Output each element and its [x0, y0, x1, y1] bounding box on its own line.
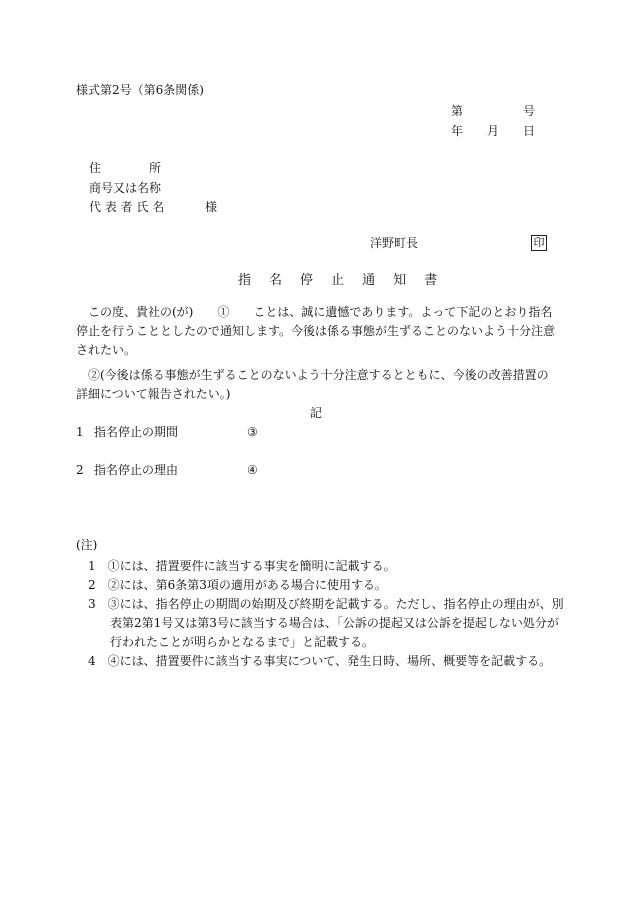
document-title: [238, 272, 437, 290]
address-label: 住 所: [89, 161, 162, 175]
company-name-label: 商号又は名称: [89, 181, 162, 195]
notes-heading: (注): [76, 538, 98, 552]
item-number: 2: [76, 463, 84, 477]
note-item: 2 ②には、第6条第3項の適用がある場合に使用する。: [88, 578, 387, 592]
body-paragraph-2: ②(今後は係る事態が生ずることのないよう十分注意するとともに、今後の改善措置の詳細について報告されたい。): [76, 368, 549, 401]
honorific: 様: [205, 200, 218, 214]
item-label-period: 指名停止の期間: [94, 425, 179, 439]
note-item: 4 ④には、措置要件に該当する事実について、発生日時、場所、概要等を記載する。: [88, 654, 552, 668]
note-item: 1 ①には、措置要件に該当する事実を簡明に記載する。: [88, 559, 396, 573]
title-char: 指: [238, 273, 252, 288]
number-suffix: 号: [523, 104, 536, 118]
number-prefix: 第: [451, 104, 464, 118]
item-number: 1: [76, 425, 84, 439]
representative-label: 代 表 者 氏 名: [89, 200, 165, 214]
issuer-name: 洋野町長: [370, 236, 419, 250]
title-char: 停: [300, 273, 314, 288]
ki-heading: 記: [310, 406, 323, 420]
title-char: 知: [393, 273, 407, 288]
note-item: 3 ③には、指名停止の期間の始期及び終期を記載する。ただし、指名停止の理由が、別表第2第1号又は第3号に該当する場合は、「公訴の提起又は公訴を提起しない処分が行われたことが明らかとなるまで」と記載する。: [88, 597, 564, 649]
item-label-reason: 指名停止の理由: [94, 463, 179, 477]
date-year: 年: [451, 124, 464, 138]
form-label: 様式第2号（第6条関係): [76, 83, 204, 97]
title-char: 通: [362, 273, 376, 288]
title-char: 止: [331, 273, 345, 288]
item-marker: ④: [247, 463, 258, 477]
title-char: 名: [269, 273, 283, 288]
date-day: 日: [523, 124, 536, 138]
seal-mark: 印: [531, 235, 547, 251]
title-char: 書: [424, 273, 438, 288]
date-month: 月: [487, 124, 500, 138]
item-marker: ③: [247, 425, 258, 439]
body-paragraph-1: この度、貴社の(が) ① ことは、誠に遺憾であります。よって下記のとおり指名停止を行うこととしたので通知します。今後は係る事態が生ずることのないよう十分注意されたい。: [76, 305, 556, 357]
